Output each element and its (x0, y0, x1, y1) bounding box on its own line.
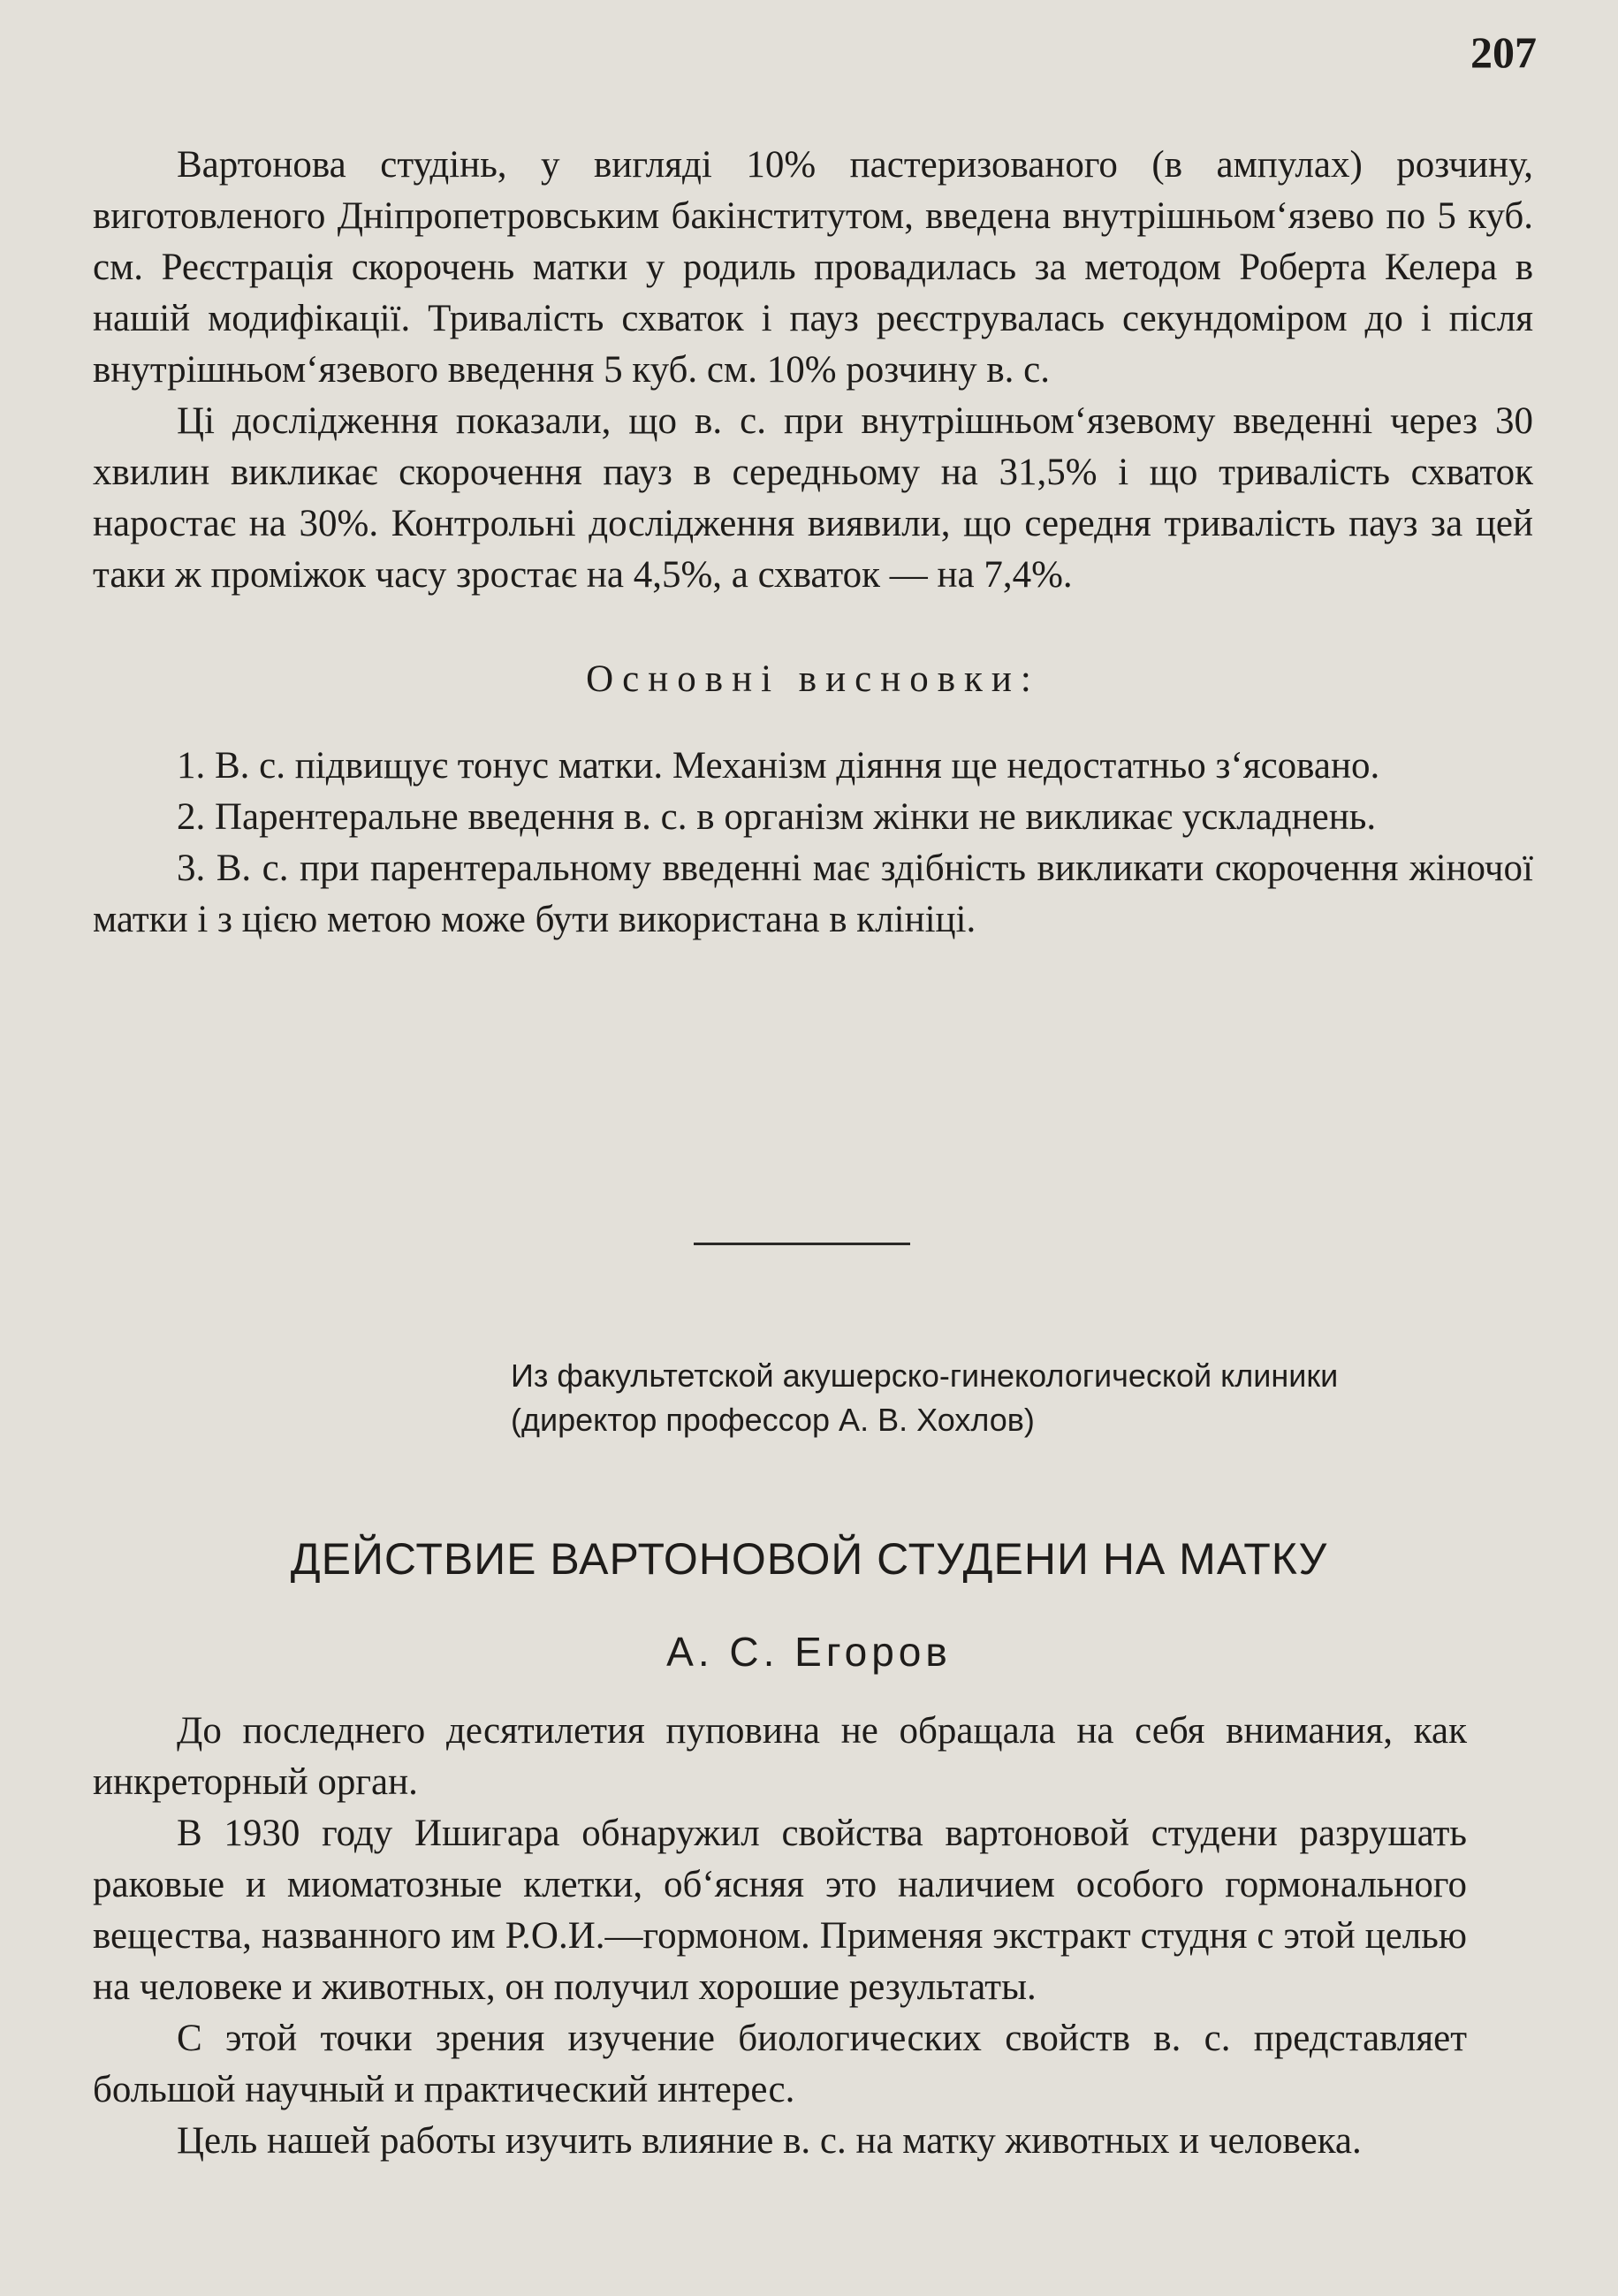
paragraph: С этой точки зрения изучение биологических свойств в. с. представляет большой научный и практический интерес. (93, 2018, 1467, 2110)
affiliation (511, 1354, 1509, 1442)
russian-section (93, 1706, 1467, 2167)
paragraph: До последнего десятилетия пуповина не обращала на себя внимания, как инкреторный орган. (93, 1710, 1467, 1803)
page-number: 207 (1470, 27, 1537, 77)
conclusions-list (93, 741, 1533, 946)
article-title: ДЕЙСТВИЕ ВАРТОНОВОЙ СТУДЕНИ НА МАТКУ (290, 1534, 1328, 1584)
article-author: А. С. Егоров (666, 1629, 952, 1675)
paragraph: В 1930 году Ишигара обнаружил свойства вартоновой студени разрушать раковые и миоматозные клетки, об‘ясняя это наличием особого гормонального вещества, названного им Р.О.И.—гормоном. Применяя экстракт студня с этой целью на человеке и животных, он получил хорошие результаты. (93, 1813, 1467, 2008)
paragraph: Цель нашей работы изучить влияние в. с. на матку животных и человека. (177, 2120, 1362, 2162)
paragraph: Вартонова студінь, у вигляді 10% пастеризованого (в ампулах) розчину, виготовленого Дніпропетровським бакінститутом, введена внутрішньом‘язево по 5 куб. см. Реєстрація скорочень матки у родиль провадилась за методом Роберта Келера в нашій модифікації. Тривалість схваток і пауз реєструвалась секундоміром до і після внутрішньом‘язевого введення 5 куб. см. 10% розчину в. с. (93, 144, 1533, 391)
conclusion-item: 3. В. с. при парентеральному введенні має здібність викликати скорочення жіночої матки і з цією метою може бути використана в клініці. (93, 848, 1533, 940)
conclusions-heading: Основні висновки: (586, 658, 1040, 700)
affiliation-line: Из факультетской акушерско-гинекологической клиники (511, 1357, 1339, 1394)
ukrainian-section (93, 140, 1533, 946)
conclusion-item: 2. Парентеральне введення в. с. в організм жінки не викликає ускладнень. (177, 796, 1377, 838)
paragraph: Ці дослідження показали, що в. с. при внутрішньом‘язевому введенні через 30 хвилин викликає скорочення пауз в середньому на 31,5% і що тривалість схваток наростає на 30%. Контрольні дослідження виявили, що середня тривалість пауз за цей таки ж проміжок часу зростає на 4,5%, а схваток — на 7,4%. (93, 400, 1533, 596)
conclusion-item: 1. В. с. підвищує тонус матки. Механізм діяння ще недостатньо з‘ясовано. (177, 745, 1380, 787)
affiliation-line: (директор профессор А. В. Хохлов) (511, 1402, 1035, 1438)
section-divider (694, 1243, 910, 1245)
